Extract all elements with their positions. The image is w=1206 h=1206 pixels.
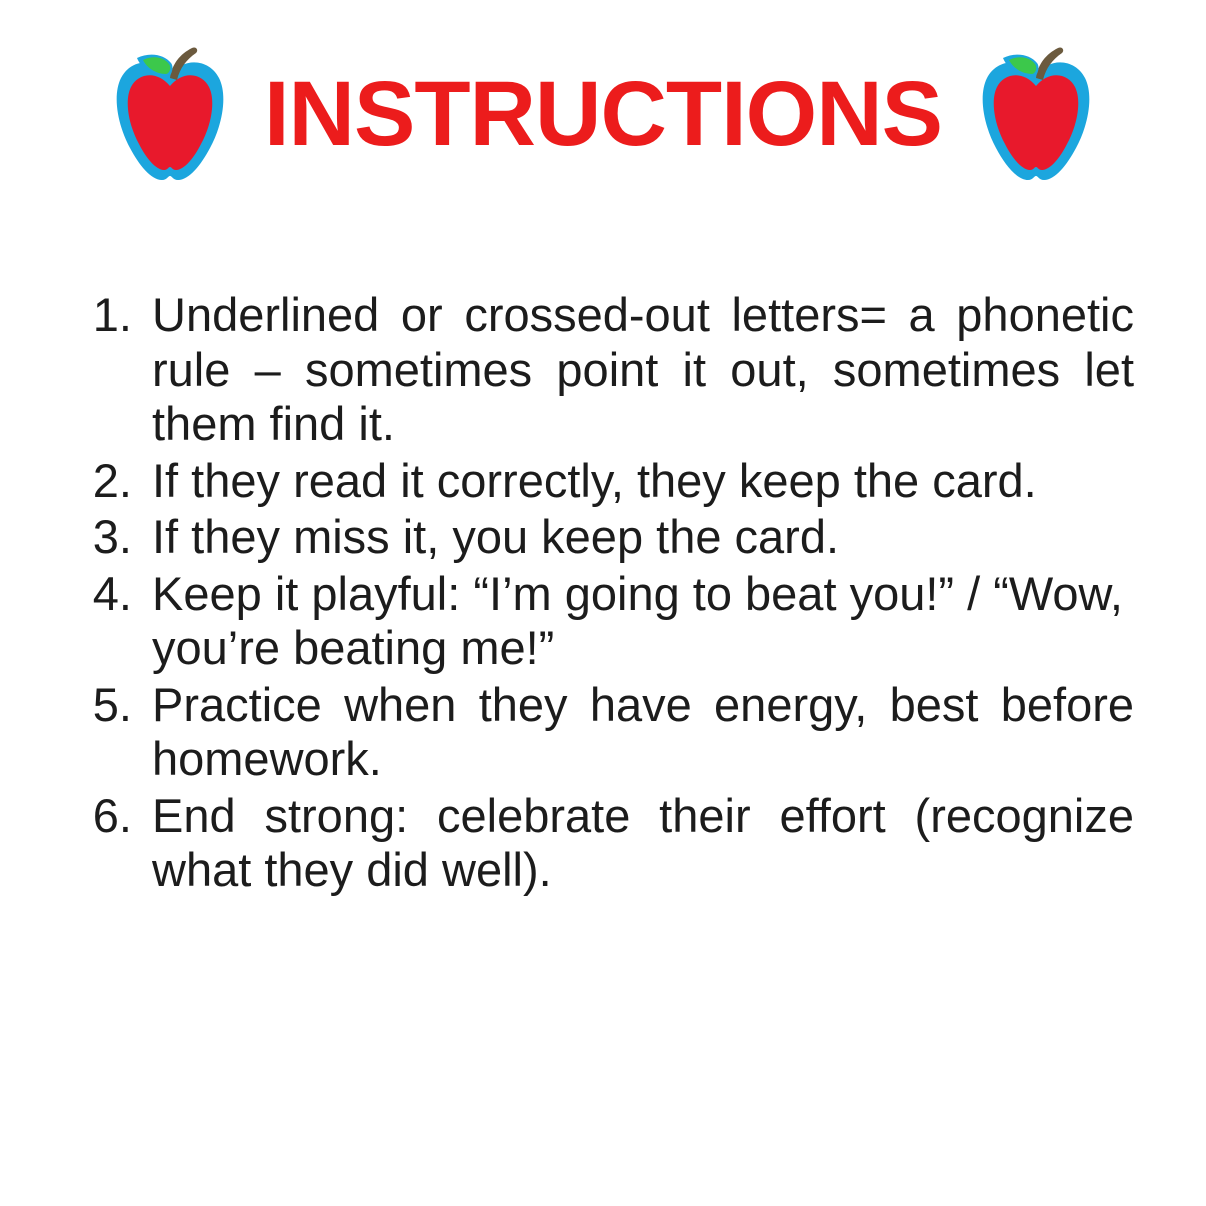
list-item-number: 4. — [92, 566, 132, 620]
list-item-text: If they miss it, you keep the card. — [152, 510, 840, 564]
list-item-number: 5. — [92, 677, 132, 731]
instructions-list — [78, 288, 1134, 898]
apple-icon-left — [110, 34, 230, 194]
apple-icon-right — [976, 34, 1096, 194]
list-item-number: 2. — [92, 453, 132, 507]
list-item — [78, 454, 1134, 509]
list-item — [78, 288, 1134, 452]
list-item-number: 6. — [92, 788, 132, 842]
list-item-text: Practice when they have energy, best before homework. — [152, 677, 1134, 786]
list-item-text: If they read it correctly, they keep the card. — [152, 453, 1037, 507]
list-item-number: 1. — [92, 288, 132, 341]
page-title: INSTRUCTIONS — [264, 63, 942, 165]
list-item-text: Keep it playful: “I’m going to beat you!” / “Wow, you’re beating me!” — [152, 566, 1123, 675]
list-item — [78, 678, 1134, 787]
list-item-text: End strong: celebrate their effort (recognize what they did well). — [152, 788, 1134, 897]
list-item — [78, 789, 1134, 898]
page-header — [0, 0, 1206, 176]
list-item-text: Underlined or crossed-out letters= a phonetic rule – sometimes point it out, sometimes let them find it. — [152, 288, 1134, 451]
list-item — [78, 510, 1134, 565]
list-item-number: 3. — [92, 510, 132, 564]
list-item — [78, 567, 1134, 676]
instructions-list-wrapper — [0, 288, 1206, 898]
